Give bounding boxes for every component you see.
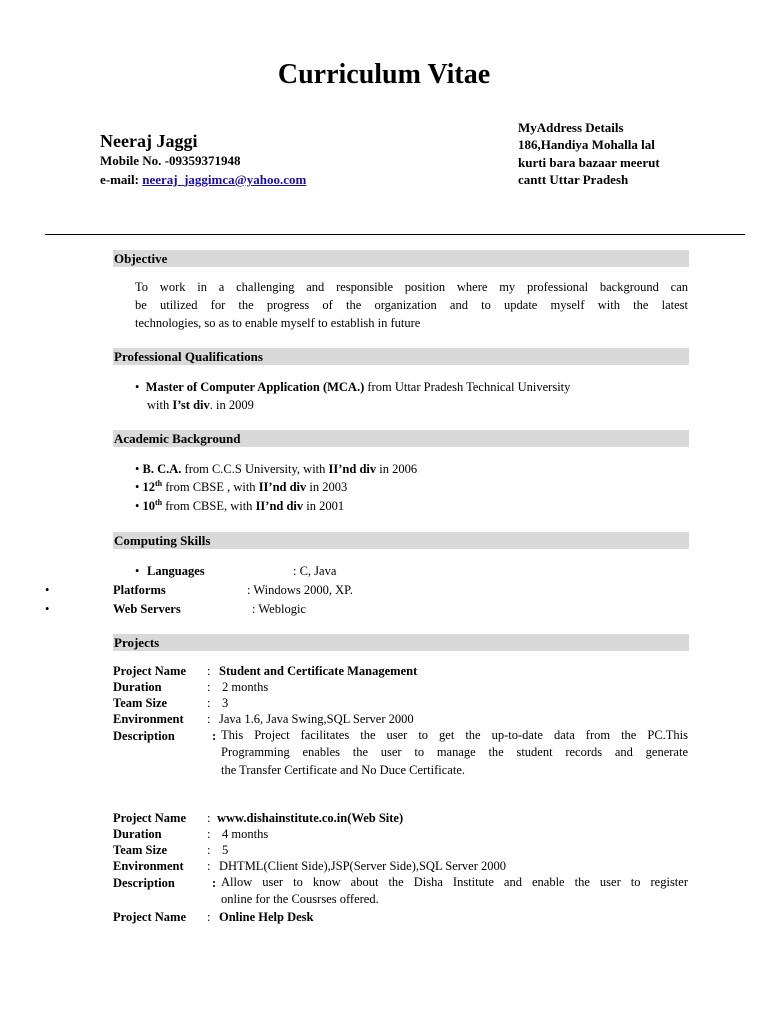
objective-line: be utilized for the progress of the organization and to update myself with the latest	[135, 298, 688, 312]
degree-name: Master of Computer Application (MCA.)	[145, 380, 365, 394]
team-size-value: 5	[222, 843, 229, 857]
email-link[interactable]: neeraj_jaggimca@yahoo.com	[142, 172, 307, 187]
description-line: online for the Cousrses offered.	[221, 892, 379, 906]
team-size-value: 3	[222, 696, 229, 710]
qualification-item: • Master of Computer Application (MCA.) from Uttar Pradesh Technical University	[135, 380, 571, 394]
bullet: •	[135, 462, 140, 476]
skill-label: Platforms	[113, 583, 166, 597]
environment-label: Environment	[113, 859, 184, 873]
duration-label: Duration	[113, 827, 162, 841]
project-name: Student and Certificate Management	[219, 664, 418, 678]
qualification-line2: with I’st div. in 2009	[147, 398, 254, 412]
bullet: •	[135, 499, 140, 513]
environment-label: Environment	[113, 712, 184, 726]
bullet: •	[45, 583, 50, 597]
email-label: e-mail:	[100, 172, 139, 187]
duration-label: Duration	[113, 680, 162, 694]
colon: :	[207, 859, 211, 873]
project-name-label: Project Name	[113, 811, 186, 825]
email-row	[100, 172, 306, 188]
section-heading-professional: Professional Qualifications	[113, 348, 689, 365]
description-line: Allow user to know about the Disha Institute and enable the user to register	[221, 875, 688, 889]
academic-item: • 10th from CBSE, with II’nd div in 2001	[135, 497, 345, 513]
colon: :	[207, 664, 211, 678]
environment-value: DHTML(Client Side),JSP(Server Side),SQL Server 2000	[219, 859, 507, 873]
section-heading-skills: Computing Skills	[113, 532, 689, 549]
description-line: the Transfer Certificate and No Duce Certificate.	[221, 763, 466, 777]
description-label: Description	[113, 876, 175, 890]
project-name: Online Help Desk	[219, 910, 314, 924]
team-size-label: Team Size	[113, 696, 168, 710]
address-line: 186,Handiya Mohalla lal	[518, 137, 655, 152]
description-label: Description	[113, 729, 175, 743]
bullet: •	[135, 564, 140, 578]
mobile-number: Mobile No. -09359371948	[100, 153, 241, 168]
section-heading-projects: Projects	[113, 634, 689, 651]
academic-item: • 12th from CBSE , with II’nd div in 2003	[135, 478, 348, 494]
colon: :	[207, 696, 211, 710]
colon: :	[207, 843, 211, 857]
address-line: kurti bara bazaar meerut	[518, 155, 660, 170]
bullet: •	[45, 602, 50, 616]
page-title: Curriculum Vitae	[277, 59, 491, 90]
bullet: •	[135, 380, 140, 394]
colon: :	[207, 811, 211, 825]
project-name: www.dishainstitute.co.in(Web Site)	[217, 811, 404, 825]
skill-label: Languages	[147, 564, 205, 578]
colon: :	[212, 729, 217, 743]
description-line: This Project facilitates the user to get the up-to-date data from the PC.This	[221, 728, 688, 742]
section-heading-objective: Objective	[113, 250, 689, 267]
duration-value: 2 months	[222, 680, 269, 694]
colon: :	[207, 827, 211, 841]
team-size-label: Team Size	[113, 843, 168, 857]
project-name-label: Project Name	[113, 664, 186, 678]
colon: :	[207, 712, 211, 726]
environment-value: Java 1.6, Java Swing,SQL Server 2000	[219, 712, 414, 726]
skill-label: Web Servers	[113, 602, 181, 616]
description-line: Programming enables the user to manage the student records and generate	[221, 745, 688, 759]
address-line: cantt Uttar Pradesh	[518, 172, 629, 187]
bullet: •	[135, 480, 140, 494]
colon: :	[212, 876, 217, 890]
colon: :	[207, 680, 211, 694]
section-heading-academic: Academic Background	[113, 430, 689, 447]
academic-item: • B. C.A. from C.C.S University, with II’nd div in 2006	[135, 462, 418, 476]
duration-value: 4 months	[222, 827, 269, 841]
header-divider	[45, 234, 745, 235]
objective-line: technologies, so as to enable myself to establish in future	[135, 316, 421, 330]
skill-value: : C, Java	[293, 564, 337, 578]
candidate-name: Neeraj Jaggi	[100, 131, 198, 151]
skill-value: : Weblogic	[252, 602, 306, 616]
skill-value: : Windows 2000, XP.	[247, 583, 353, 597]
colon: :	[207, 910, 211, 924]
address-heading: MyAddress Details	[518, 120, 624, 135]
project-name-label: Project Name	[113, 910, 186, 924]
objective-line: To work in a challenging and responsible position where my professional background can	[135, 280, 688, 294]
